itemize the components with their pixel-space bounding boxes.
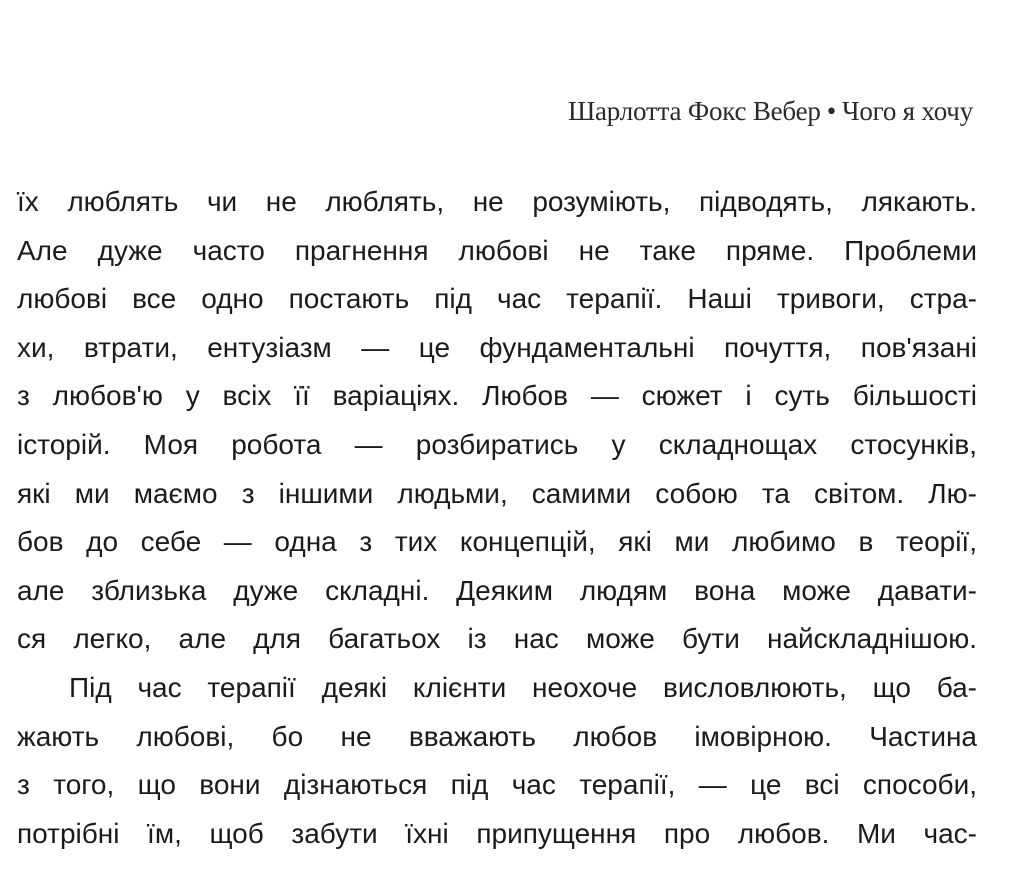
text-line: хи, втрати, ентузіазм — це фундаментальні почуття, пов'язані [17,331,977,363]
header-separator: • [826,96,836,126]
text-line: любові все одно постають під час терапії. Наші тривоги, стра- [17,283,977,315]
text-line: потрібні їм, щоб забути їхні припущення про любов. Ми час- [17,817,977,849]
paragraph-first-line: Під час терапії деякі клієнти неохоче висловлюють, що ба- [69,671,977,703]
body-text [17,178,977,858]
text-line: ся легко, але для багатьох із нас може бути найскладнішою. [17,623,977,655]
header-book-title: Чого я хочу [841,96,973,126]
text-line: які ми маємо з іншими людьми, самими собою та світом. Лю- [17,477,977,509]
text-line: історій. Моя робота — розбиратись у складнощах стосунків, [17,428,977,460]
text-line: з любов'ю у всіх її варіаціях. Любов — сюжет і суть більшості [17,380,977,412]
text-line: жають любові, бо не вважають любов імовірною. Частина [17,720,977,752]
text-line: Але дуже часто прагнення любові не таке пряме. Проблеми [17,234,977,266]
text-line: бов до себе — одна з тих концепцій, які ми любимо в теорії, [17,526,977,558]
text-line: їх люблять чи не люблять, не розуміють, підводять, лякають. [17,186,977,217]
running-header [568,96,973,127]
header-author: Шарлотта Фокс Вебер [567,96,821,126]
text-line: з того, що вони дізнаються під час терапії, — це всі способи, [17,769,977,801]
text-line: але зблизька дуже складні. Деяким людям вона може давати- [17,574,977,606]
